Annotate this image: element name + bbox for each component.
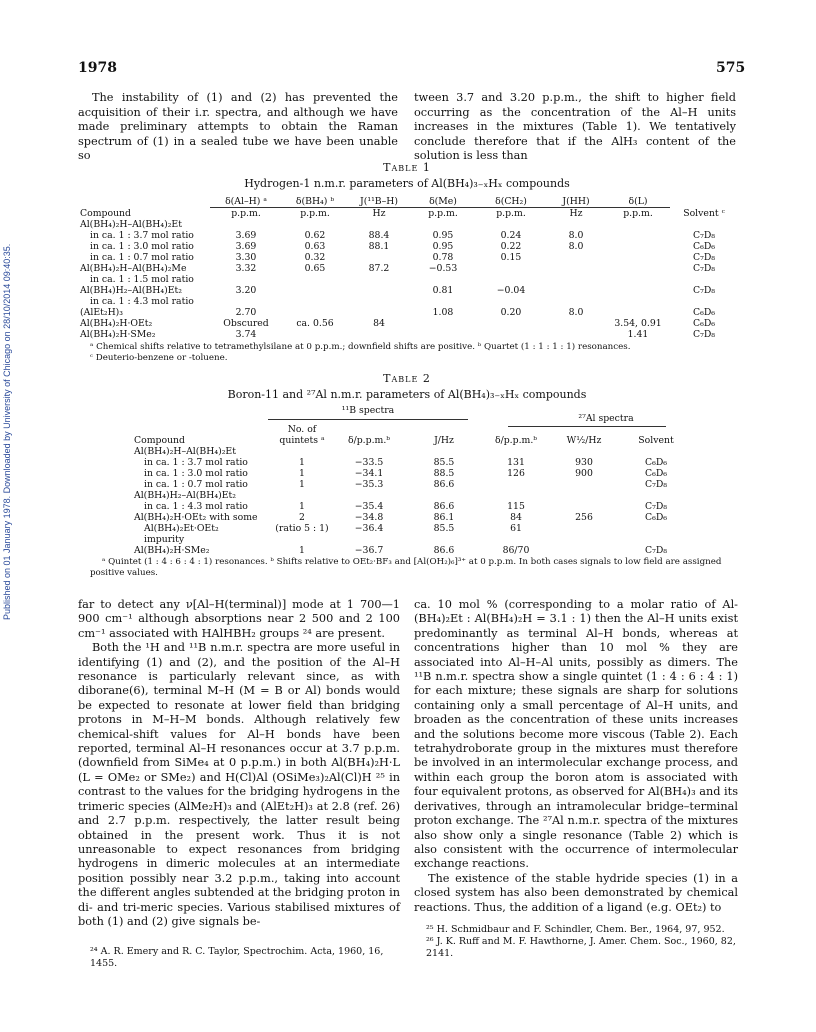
table2-row-cell: −33.5	[354, 457, 384, 468]
table2-row-cell: C₆D₆	[644, 512, 668, 523]
table2-header-row-cell	[334, 424, 404, 435]
table2-row-cell: 86.6	[433, 545, 455, 556]
body-left-p1: far to detect any ν[Al–H(terminal)] mode at 1 700—1 900 cm⁻¹ although absorptions near 2 500 and 2 100 cm⁻¹ associated with HAlHBH₂ groups ²⁴ are present.	[78, 598, 400, 640]
table1-header-row-cell: δ(Me)	[410, 196, 476, 208]
table1-row	[78, 241, 738, 252]
table1-row	[78, 318, 738, 329]
table1-header-row-cell: p.p.m.	[623, 208, 653, 219]
table2-header-row-cell	[484, 424, 548, 435]
table2-row	[132, 468, 692, 479]
table1-row-cell	[606, 263, 670, 274]
table1-row	[78, 285, 738, 296]
table1-row-cell: 0.32	[304, 252, 326, 263]
top-right-text: tween 3.7 and 3.20 p.p.m., the shift to higher field occurring as the concentration of the Al–H units increases in the mixtures (Table 1). We tentatively conclude therefore that if the AlH₃ content of the solution is less than	[414, 91, 736, 163]
table1-row	[78, 252, 738, 263]
table1-header-row-cell: J(HH)	[546, 196, 606, 208]
table1-row-cell	[210, 274, 282, 285]
table1-row-cell: 3.69	[235, 230, 257, 241]
table1-header-row-cell: δ(L)	[606, 196, 670, 208]
table2-row-cell: −34.8	[354, 512, 384, 523]
table1-row-cell: 3.20	[235, 285, 257, 296]
table1-row-cell: 2.70	[235, 307, 257, 318]
table1-row-cell	[348, 219, 410, 230]
table2-row-cell: 1	[299, 501, 305, 512]
table2-row-cell	[270, 446, 334, 457]
table1-footnote-c: ᶜ Deuterio-benzene or -toluene.	[90, 353, 228, 363]
table2-row-cell	[334, 534, 404, 545]
table1-row-cell	[546, 219, 606, 230]
table1-row-cell: 1.08	[432, 307, 454, 318]
body-left-column	[78, 598, 400, 929]
table2-row-cell	[548, 446, 620, 457]
table2-row-cell: C₆D₆	[644, 457, 668, 468]
table1-row-cell	[282, 285, 348, 296]
table2-row-cell: (ratio 5 : 1)	[275, 523, 329, 534]
table2-row-cell	[270, 534, 334, 545]
table1-row	[78, 230, 738, 241]
table2-header-row-cell: J/Hz	[434, 435, 454, 446]
table2-row-cell: in ca. 1 : 0.7 mol ratio	[144, 479, 248, 490]
table2-row-cell	[484, 534, 548, 545]
table1-row-cell	[606, 274, 670, 285]
table1-row-cell	[606, 219, 670, 230]
table2-row-cell	[334, 490, 404, 501]
table1-header-row-cell: p.p.m.	[231, 208, 261, 219]
table1-header-row-cell: p.p.m.	[428, 208, 458, 219]
table2-row-cell: 256	[575, 512, 593, 523]
table2-row	[132, 446, 692, 457]
table1-row-cell: 0.24	[500, 230, 522, 241]
table1-row-cell: −0.53	[428, 263, 458, 274]
table1-row-cell	[410, 318, 476, 329]
table2	[132, 424, 692, 556]
table1-row-cell: 3.54, 0.91	[614, 318, 662, 329]
table1-row-cell: 8.0	[568, 241, 584, 252]
top-left-text: The instability of (1) and (2) has prevented the acquisition of their i.r. spectra, and although we have made preliminary attempts to obtain the Raman spectrum of (1) in a sealed tube we have been unable so	[78, 91, 398, 163]
table1-row-cell	[410, 296, 476, 307]
table1-row-cell: 8.0	[568, 307, 584, 318]
table1-row-cell	[348, 274, 410, 285]
table2-row-cell	[620, 446, 692, 457]
table1-row-cell: in ca. 1 : 3.0 mol ratio	[90, 241, 194, 252]
table1-row-cell: C₆D₆	[692, 241, 716, 252]
table1-row-cell	[670, 274, 738, 285]
table1-row-cell: 84	[373, 318, 385, 329]
table2-row-cell	[548, 534, 620, 545]
table1-row-cell: in ca. 1 : 4.3 mol ratio	[90, 296, 194, 307]
table1-header-row-cell	[670, 196, 738, 208]
table1-footnote-a: ᵃ Chemical shifts relative to tetramethylsilane at 0 p.p.m.; downfield shifts are positive. ᵇ Quartet (1 : 1 : 1 : 1) resonances.	[90, 342, 631, 352]
table2-row-cell: −36.4	[354, 523, 384, 534]
table1-row-cell	[282, 307, 348, 318]
table2-header-row-cell: quintets ᵃ	[279, 435, 325, 446]
table2-row-cell: Al(BH₄)₂Et·OEt₂	[144, 523, 219, 534]
table2-row-cell	[548, 479, 620, 490]
table1-header-row-cell: J(¹¹B–H)	[348, 196, 410, 208]
table1-row	[78, 219, 738, 230]
table1-row-cell	[410, 329, 476, 340]
table1-row-cell	[410, 219, 476, 230]
table1-header-row-cell: δ(BH₄) ᵇ	[282, 196, 348, 208]
table2-row-cell	[404, 490, 484, 501]
table1-row-cell	[476, 274, 546, 285]
table1-label: Table 1	[383, 161, 431, 174]
table2-header-row	[132, 424, 692, 435]
table2-row-cell	[484, 479, 548, 490]
table1-row-cell: 0.65	[304, 263, 326, 274]
table1-row-cell: 0.95	[432, 230, 454, 241]
table1-header-row	[78, 208, 738, 220]
table1	[78, 196, 738, 340]
table1-row-cell: ca. 0.56	[296, 318, 334, 329]
table2-header-row-cell: δ/p.p.m.ᵇ	[347, 435, 391, 446]
table1-row-cell: 0.78	[432, 252, 454, 263]
table2-row-cell: C₇D₈	[644, 501, 668, 512]
table1-row-cell: 3.74	[235, 329, 257, 340]
table1-row-cell	[476, 263, 546, 274]
table1-row-cell	[546, 296, 606, 307]
table1-row-cell: C₇D₈	[692, 230, 716, 241]
table1-header-row-cell: Compound	[80, 207, 132, 219]
table1-row-cell	[348, 285, 410, 296]
table1-row-cell: Al(BH₄)₂H–Al(BH₄)₂Et	[80, 219, 182, 230]
table2-row-cell: impurity	[144, 534, 185, 545]
table1-row-cell: Al(BH₄)₂H·SMe₂	[80, 329, 156, 340]
table2-row-cell: 1	[299, 479, 305, 490]
table2-header-row-cell: No. of	[287, 424, 317, 435]
table1-row-cell: Al(BH₄)H₂–Al(BH₄)Et₂	[80, 285, 182, 296]
table1-row-cell: C₇D₈	[692, 285, 716, 296]
download-side-note: Published on 01 January 1978. Downloaded by University of Chicago on 28/10/2014 09:40:35.	[2, 243, 12, 620]
top-right-paragraph	[414, 91, 736, 164]
table2-header-row	[132, 435, 692, 446]
table2-row-cell	[548, 490, 620, 501]
table1-row-cell: Al(BH₄)₂H·OEt₂	[80, 318, 153, 329]
table2-row	[132, 534, 692, 545]
table2-row-cell: −35.4	[354, 501, 384, 512]
table1-row-cell: in ca. 1 : 0.7 mol ratio	[90, 252, 194, 263]
table2-row-cell: 85.5	[433, 457, 455, 468]
table2-row-cell	[620, 534, 692, 545]
table1-row-cell: −0.04	[496, 285, 526, 296]
table2-row-cell	[548, 501, 620, 512]
table2-header-row-cell	[620, 424, 692, 435]
table1-row-cell	[546, 274, 606, 285]
table1-row-cell	[546, 285, 606, 296]
table1-row-cell	[606, 307, 670, 318]
table2-row-cell: 126	[507, 468, 525, 479]
table1-row-cell	[606, 252, 670, 263]
table1-row-cell: 3.69	[235, 241, 257, 252]
table1-row-cell	[606, 241, 670, 252]
table1-header-row-cell	[78, 196, 210, 208]
table2-header-row-cell: δ/p.p.m.ᵇ	[494, 435, 538, 446]
table2-row-cell: 61	[510, 523, 522, 534]
table2-row-cell: 86.1	[433, 512, 455, 523]
table1-row-cell	[546, 318, 606, 329]
table1-row-cell: 88.4	[368, 230, 390, 241]
table2-row-cell: 85.5	[433, 523, 455, 534]
table1-row-cell	[670, 219, 738, 230]
table1-row-cell	[476, 296, 546, 307]
table1-row-cell: 0.62	[304, 230, 326, 241]
table1-header-row-cell: δ(Al–H) ᵃ	[210, 196, 282, 208]
table2-row-cell: C₇D₈	[644, 545, 668, 556]
table2-header-row-cell: Compound	[134, 435, 186, 446]
table1-caption: Hydrogen-1 n.m.r. parameters of Al(BH₄)₃₋ₓHₓ compounds	[244, 177, 570, 190]
table2-row-cell: 1	[299, 457, 305, 468]
table2-row-cell	[484, 490, 548, 501]
table2-row-cell: Al(BH₄)₂H·OEt₂ with some	[134, 512, 258, 523]
table1-row-cell	[410, 274, 476, 285]
table2-row-cell	[620, 523, 692, 534]
table2-row-cell: C₇D₈	[644, 479, 668, 490]
table2-row-cell: in ca. 1 : 4.3 mol ratio	[144, 501, 248, 512]
table1-row-cell: (AlEt₂H)₃	[80, 307, 124, 318]
table2-header-row-cell	[132, 424, 270, 435]
table1-row-cell	[546, 252, 606, 263]
table2-header-row-cell: Solvent	[638, 435, 674, 446]
footnote-25: ²⁵ H. Schmidbaur and F. Schindler, Chem. Ber., 1964, 97, 952.	[426, 924, 725, 935]
table2-row-cell	[270, 490, 334, 501]
table2-row-cell	[404, 534, 484, 545]
header-year: 1978	[78, 60, 117, 76]
table1-row-cell	[282, 219, 348, 230]
body-right-column	[414, 598, 738, 915]
table1-row-cell: in ca. 1 : 3.7 mol ratio	[90, 230, 194, 241]
table1-row-cell	[210, 296, 282, 307]
table1-row-cell	[546, 329, 606, 340]
table2-row-cell: 88.5	[433, 468, 455, 479]
table1-row-cell: C₆D₆	[692, 318, 716, 329]
table2-row-cell: in ca. 1 : 3.0 mol ratio	[144, 468, 248, 479]
header-page-number: 575	[716, 60, 746, 76]
table2-row-cell: 86.6	[433, 479, 455, 490]
table1-row-cell	[546, 263, 606, 274]
table1-header-row-cell: Hz	[569, 208, 583, 219]
table2-row-cell: 86.6	[433, 501, 455, 512]
table2-row-cell: in ca. 1 : 3.7 mol ratio	[144, 457, 248, 468]
table1-row-cell	[282, 274, 348, 285]
table1-row-cell	[348, 296, 410, 307]
table2-row	[132, 490, 692, 501]
top-left-paragraph	[78, 91, 398, 164]
table2-row-cell: 131	[507, 457, 525, 468]
table1-row-cell: Obscured	[223, 318, 269, 329]
table2-row-cell	[548, 545, 620, 556]
table1-header-row-cell: p.p.m.	[496, 208, 526, 219]
table1-row-cell	[348, 252, 410, 263]
table1-row-cell: in ca. 1 : 1.5 mol ratio	[90, 274, 194, 285]
table1-row-cell: 0.81	[432, 285, 454, 296]
table1-row-cell: Al(BH₄)₂H–Al(BH₄)₂Me	[80, 263, 187, 274]
table1-row-cell	[476, 318, 546, 329]
table1-row-cell: 1.41	[627, 329, 649, 340]
table1-row-cell: 0.22	[500, 241, 522, 252]
table2-header-row-cell	[404, 424, 484, 435]
table1-row-cell: 0.15	[500, 252, 522, 263]
table2-row-cell	[484, 446, 548, 457]
table2-row-cell: −35.3	[354, 479, 384, 490]
table2-row-cell: 86/70	[502, 545, 530, 556]
table1-header-row-cell: Hz	[372, 208, 386, 219]
table1-row-cell: C₇D₈	[692, 263, 716, 274]
table2-label: Table 2	[383, 372, 431, 385]
table1-row-cell	[606, 285, 670, 296]
table1-header-row-cell: Solvent ᶜ	[683, 207, 725, 219]
table2-group-b: ¹¹B spectra	[341, 405, 395, 416]
table2-group-b-rule	[268, 419, 468, 420]
table1-row-cell	[210, 219, 282, 230]
table2-row-cell: 900	[575, 468, 593, 479]
table2-row-cell: −36.7	[354, 545, 384, 556]
table2-row-cell: 115	[507, 501, 525, 512]
table2-row-cell: C₆D₆	[644, 468, 668, 479]
table1-row	[78, 274, 738, 285]
table2-row-cell	[548, 523, 620, 534]
table1-header-row-cell: p.p.m.	[300, 208, 330, 219]
table1-row-cell: C₇D₈	[692, 329, 716, 340]
footnote-24: ²⁴ A. R. Emery and R. C. Taylor, Spectrochim. Acta, 1960, 16, 1455.	[90, 946, 384, 969]
table2-footnote: ᵃ Quintet (1 : 4 : 6 : 4 : 1) resonances. ᵇ Shifts relative to OEt₂·BF₃ and [Al(OH₂)₆]³⁺ at 0 p.p.m. In both cases signals to low field are assigned positive values.	[90, 557, 722, 578]
table1-row-cell: 0.95	[432, 241, 454, 252]
body-right-p1: ca. 10 mol % (corresponding to a molar ratio of Al-(BH₄)₂Et : Al(BH₄)₂H = 3.1 : 1) then the Al–H units exist predominantly as terminal Al–H bonds, whereas at concentrations higher than 10 mol % they are associated into Al–H–Al units, possibly as dimers. The ¹¹B n.m.r. spectra show a single quintet (1 : 4 : 6 : 4 : 1) for each mixture; these signals are sharp for solutions containing only a small percentage of Al–H units, and broaden as the concentration of these units increases and the solutions become more viscous (Table 2). Each tetrahydroborate group in the mixtures must therefore be involved in an intermolecular exchange process, and within each group the boron atom is associated with four equivalent protons, as observed for Al(BH₄)₃ and its derivatives, through an intramolecular bridge–terminal proton exchange. The ²⁷Al n.m.r. spectra of the mixtures also show only a single resonance (Table 2) which is also consistent with the occurrence of intermolecular exchange reactions.	[414, 598, 738, 871]
table2-row-cell	[404, 446, 484, 457]
footnote-26: ²⁶ J. K. Ruff and M. F. Hawthorne, J. Amer. Chem. Soc., 1960, 82, 2141.	[426, 936, 736, 959]
table2-row	[132, 545, 692, 556]
table1-header-row-cell: δ(CH₂)	[476, 196, 546, 208]
table1-row-cell: C₆D₆	[692, 307, 716, 318]
table2-row-cell: 1	[299, 545, 305, 556]
table1-row-cell: C₇D₈	[692, 252, 716, 263]
table1-row-cell	[348, 307, 410, 318]
table2-row-cell: −34.1	[354, 468, 384, 479]
table1-row-cell: 8.0	[568, 230, 584, 241]
table2-row-cell: Al(BH₄)₂H·SMe₂	[134, 545, 210, 556]
table1-row-cell	[476, 219, 546, 230]
table1-row-cell	[476, 329, 546, 340]
table2-row	[132, 523, 692, 534]
table2-row-cell	[620, 490, 692, 501]
body-right-p2: The existence of the stable hydride species (1) in a closed system has also been demonstrated by chemical reactions. Thus, the addition of a ligand (e.g. OEt₂) to	[414, 871, 738, 914]
table1-row-cell	[606, 230, 670, 241]
table1-row-cell	[282, 296, 348, 307]
table1-row-cell: 3.32	[235, 263, 257, 274]
table2-row-cell: Al(BH₄)₂H–Al(BH₄)₂Et	[134, 446, 236, 457]
table1-row-cell: 88.1	[368, 241, 390, 252]
table2-row-cell: 2	[299, 512, 305, 523]
table2-row	[132, 512, 692, 523]
table1-row-cell	[282, 329, 348, 340]
table1-row-cell	[348, 329, 410, 340]
table1-row-cell	[606, 296, 670, 307]
table2-row-cell: 1	[299, 468, 305, 479]
table2-row-cell: 930	[575, 457, 593, 468]
table1-row-cell: 0.20	[500, 307, 522, 318]
table1-row	[78, 263, 738, 274]
table1-header-row	[78, 196, 738, 208]
table2-row-cell	[334, 446, 404, 457]
table2-row	[132, 457, 692, 468]
table2-row-cell: Al(BH₄)H₂–Al(BH₄)Et₂	[134, 490, 236, 501]
table2-header-row-cell	[548, 424, 620, 435]
table2-row	[132, 501, 692, 512]
table1-row	[78, 329, 738, 340]
table1-row-cell: 0.63	[304, 241, 326, 252]
table2-row	[132, 479, 692, 490]
table1-row-cell	[670, 296, 738, 307]
table2-header-row-cell: W½/Hz	[566, 435, 602, 446]
body-left-p2: Both the ¹H and ¹¹B n.m.r. spectra are more useful in identifying (1) and (2), and the position of the Al–H resonance is particularly relevant since, as with diborane(6), terminal M–H (M = B or Al) bonds would be expected to resonate at lower field than bridging protons in M–H–M bonds. Although relatively few chemical-shift values for Al–H bonds have been reported, terminal Al–H resonances occur at 3.7 p.p.m. (downfield from SiMe₄ at 0 p.p.m.) in both Al(BH₄)₂H·L (L = OMe₂ or SMe₂) and H(Cl)Al (OSiMe₃)₂Al(Cl)H ²⁵ in contrast to the values for the bridging hydrogens in the trimeric species (AlMe₂H)₃ and (AlEt₂H)₃ at 2.8 (ref. 26) and 2.7 p.p.m. respectively, the latter result being obtained in the present work. Thus it is not unreasonable to expect resonances from bridging hydrogens in dimeric molecules at an intermediate position possibly near 3.2 p.p.m., taking into account the different angles subtended at the bridging proton in di- and tri-meric species. Various stabilised mixtures of both (1) and (2) give signals be-	[78, 641, 400, 928]
table1-row	[78, 307, 738, 318]
table2-caption: Boron-11 and ²⁷Al n.m.r. parameters of Al(BH₄)₃₋ₓHₓ compounds	[227, 388, 587, 401]
table1-row	[78, 296, 738, 307]
table2-row-cell: 84	[510, 512, 522, 523]
table2-group-al: ²⁷Al spectra	[578, 413, 634, 424]
table1-row-cell: 3.30	[235, 252, 257, 263]
table1-row-cell: 87.2	[368, 263, 390, 274]
